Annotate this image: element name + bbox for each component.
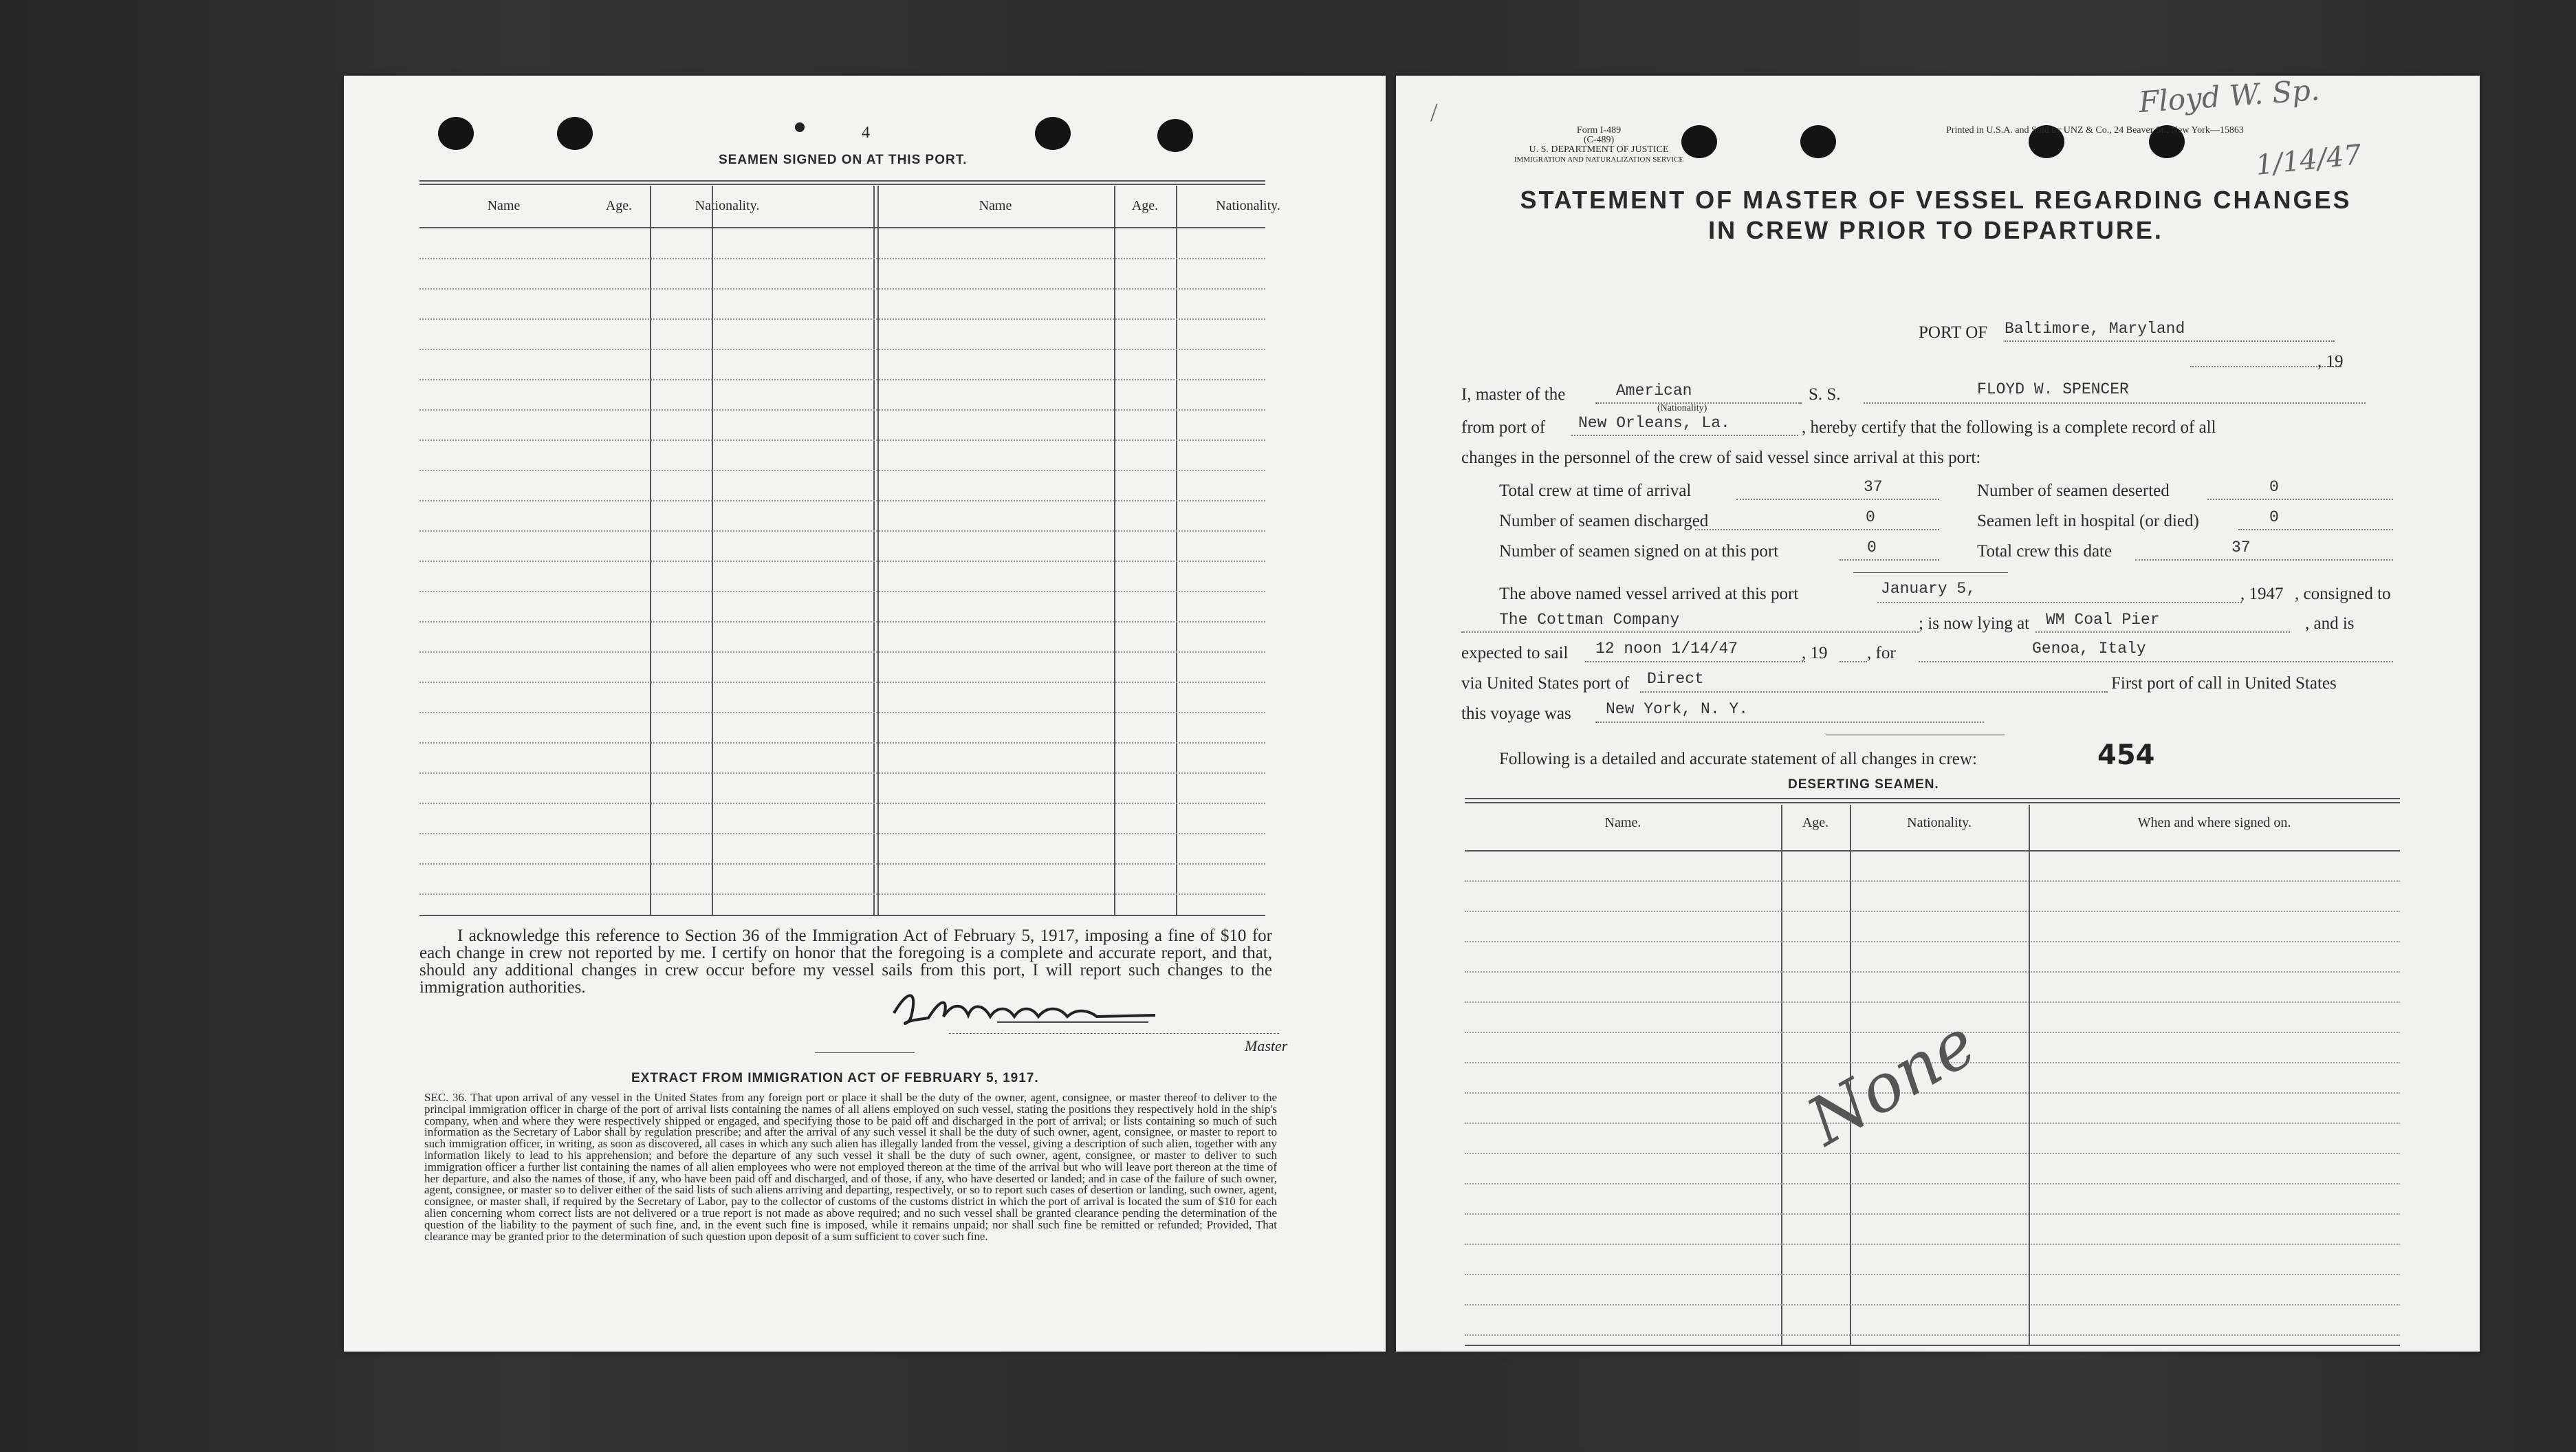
row-rule xyxy=(1465,1304,2400,1305)
row-rule xyxy=(419,682,1265,683)
port-value: Baltimore, Maryland xyxy=(2005,320,2185,338)
row-rule xyxy=(419,349,1265,350)
col-nationality: Nationality. xyxy=(695,198,760,213)
row-rule xyxy=(419,470,1265,471)
row-rule xyxy=(419,742,1265,744)
row-rule xyxy=(1465,1334,2400,1336)
pencil-mark: / xyxy=(1430,98,1438,127)
right-page xyxy=(1396,72,2480,1364)
row-rule xyxy=(1465,1183,2400,1184)
and-is-label: , and is xyxy=(2305,614,2355,633)
extract-title: EXTRACT FROM IMMIGRATION ACT OF FEBRUARY 5, 1917. xyxy=(631,1071,1039,1085)
nationality-value: American xyxy=(1616,382,1692,400)
row-rule xyxy=(1465,1274,2400,1275)
port-label: PORT OF xyxy=(1919,323,1988,342)
from-port-label: from port of xyxy=(1461,418,1546,437)
master-signature xyxy=(887,982,1162,1037)
ship-name: FLOYD W. SPENCER xyxy=(1977,380,2129,398)
row-rule xyxy=(419,409,1265,411)
department: U. S. DEPARTMENT OF JUSTICE xyxy=(1529,144,1669,155)
row-rule xyxy=(419,621,1265,622)
expected-label: expected to sail xyxy=(1461,644,1569,662)
punch-hole xyxy=(438,117,474,150)
col-signed-on: When and where signed on. xyxy=(2137,815,2291,830)
punch-hole xyxy=(557,117,593,150)
following-label: Following is a detailed and accurate statement of all changes in crew: xyxy=(1499,750,1977,768)
year-prefix: , 19 xyxy=(2317,352,2344,371)
row-rule xyxy=(419,379,1265,380)
deserting-title: DESERTING SEAMEN. xyxy=(1788,777,1939,792)
certify-text: , hereby certify that the following is a complete record of all xyxy=(1802,418,2216,437)
sail-19: , 19 xyxy=(1802,644,1828,662)
col-name: Name xyxy=(487,198,521,213)
punch-hole xyxy=(1157,119,1193,152)
ss-label: S. S. xyxy=(1809,385,1841,404)
total-crew-date: 37 xyxy=(2231,539,2251,556)
col-age: Age. xyxy=(605,198,633,213)
footer-code: 16—17587 xyxy=(1472,1354,1512,1364)
deserted-label: Number of seamen deserted xyxy=(1977,481,2170,500)
total-crew-date-label: Total crew this date xyxy=(1977,542,2113,561)
row-rule xyxy=(419,288,1265,290)
col-nationality: Nationality. xyxy=(1907,815,1972,830)
lying-label: ; is now lying at xyxy=(1919,614,2030,633)
col-name: Name. xyxy=(1604,815,1641,830)
row-rule xyxy=(419,651,1265,653)
row-rule xyxy=(1465,941,2400,942)
punch-hole xyxy=(1035,117,1071,150)
consigned-label: , consigned to xyxy=(2295,585,2391,603)
page-number: 4 xyxy=(862,124,870,142)
row-rule xyxy=(1465,1153,2400,1154)
from-port-value: New Orleans, La. xyxy=(1578,414,1730,432)
form-title-line1: STATEMENT OF MASTER OF VESSEL REGARDING CHANGES xyxy=(1520,186,2352,214)
row-rule xyxy=(419,833,1265,834)
form-title-line2: IN CREW PRIOR TO DEPARTURE. xyxy=(1708,216,2163,244)
master-of-label: I, master of the xyxy=(1461,385,1566,404)
changes-text: changes in the personnel of the crew of said vessel since arrival at this port: xyxy=(1461,448,1981,467)
row-rule xyxy=(1465,1244,2400,1245)
total-crew-arrival-label: Total crew at time of arrival xyxy=(1499,481,1692,500)
consignee: The Cottman Company xyxy=(1499,611,1680,629)
row-rule xyxy=(419,863,1265,865)
printer-note: Printed in U.S.A. and Sold by UNZ & Co., 24 Beaver St., New York—15863 xyxy=(1946,125,2244,136)
deserted: 0 xyxy=(2269,478,2279,496)
form-sub: (C-489) xyxy=(1583,135,1615,145)
nationality-caption: (Nationality) xyxy=(1657,403,1707,413)
arrived-label: The above named vessel arrived at this port xyxy=(1499,585,1799,603)
master-label: Master xyxy=(1245,1037,1288,1054)
corner-handwritten-date: 1/14/47 xyxy=(2254,139,2364,182)
row-rule xyxy=(1465,911,2400,912)
first-port-label: First port of call in United States xyxy=(2111,674,2337,693)
lying-value: WM Coal Pier xyxy=(2046,611,2160,629)
row-rule xyxy=(419,258,1265,259)
row-rule xyxy=(419,440,1265,441)
col-nationality-2: Nationality. xyxy=(1216,198,1280,213)
acknowledgement-text: I acknowledge this reference to Section 36 of the Immigration Act of February 5, 1917, imposing a fine of $10 for each change in crew not reported by me. I certify on honor that the foregoing is a complete and accurate report, and that, should any additional changes in crew occur before my vessel sails from this port, I will report such changes to the immigration authorities. xyxy=(419,927,1272,997)
section-title: SEAMEN SIGNED ON AT THIS PORT. xyxy=(719,153,968,167)
row-rule xyxy=(419,893,1265,895)
discharged-label: Number of seamen discharged xyxy=(1499,512,1709,530)
row-rule xyxy=(419,561,1265,562)
service: IMMIGRATION AND NATURALIZATION SERVICE xyxy=(1514,155,1684,164)
form-number: Form I-489 xyxy=(1576,125,1622,136)
crew-change-stamp-number: 454 xyxy=(2097,739,2155,771)
row-rule xyxy=(1465,971,2400,973)
row-rule xyxy=(419,772,1265,774)
this-voyage-value: New York, N. Y. xyxy=(1606,700,1749,718)
via-label: via United States port of xyxy=(1461,674,1630,693)
row-rule xyxy=(419,500,1265,501)
total-crew-arrival: 37 xyxy=(1864,478,1883,496)
row-rule xyxy=(1465,1213,2400,1215)
sail-value: 12 noon 1/14/47 xyxy=(1595,640,1738,658)
extract-text: SEC. 36. That upon arrival of any vessel in the United States from any foreign port or place it shall be the duty of the owner, agent, consignee, or master thereof to deliver to the principal immigration officer in charge of the port of arrival lists containing the names of all aliens employed on such vessel, stating the positions they respectively hold in the ship's company, when and where they were respectively shipped or engaged, and specifying those to be paid off and discharged in the port of arrival; or lists containing so much of such information as the Secretary of Labor shall by regulation prescribe; and after the arrival of any such vessel it shall be the duty of such owner, agent, consignee, or master to report to such immigration officer, in writing, as soon as discovered, all cases in which any such alien has illegally landed from the vessel, giving a description of such alien, together with any information likely to lead to his apprehension; and before the departure of any such vessel it shall be the duty of such owner, agent, consignee, or master to deliver to such immigration officer a further list containing the names of all alien employees who were not employed thereon at the time of the arrival but who will leave port thereon at the time of her departure, and also the names of those, if any, who have been paid off and discharged, and of those, if any, who have deserted or landed; and in case of the failure of such owner, agent, consignee, or master so to deliver either of the said lists of such aliens arriving and departing, respectively, or so to report such cases of desertion or landing, such owner, agent, consignee, or master shall, if required by the Secretary of Labor, pay to the collector of customs of the customs district in which the port of arrival is located the sum of $10 for each alien concerning whom correct lists are not delivered or a true report is not made as above required; and no such vessel shall be granted clearance pending the determination of the question of the liability to the payment of such fine, and, in the event such fine is imposed, while it remains unpaid; nor shall such fine be remitted or refunded; Provided, That clearance may be granted prior to the determination of such question upon deposit of a sum sufficient to cover such fine. xyxy=(424,1091,1277,1243)
left-page xyxy=(344,76,1386,1352)
row-rule xyxy=(419,803,1265,804)
corner-handwritten-note: Floyd W. Sp. xyxy=(2137,72,2321,120)
row-rule xyxy=(419,530,1265,532)
col-name-2: Name xyxy=(979,198,1012,213)
via-value: Direct xyxy=(1647,670,1704,688)
this-voyage-label: this voyage was xyxy=(1461,704,1571,723)
discharged: 0 xyxy=(1866,508,1875,526)
row-rule xyxy=(1465,1001,2400,1003)
row-rule xyxy=(1465,880,2400,882)
ink-dot xyxy=(795,122,805,132)
row-rule xyxy=(419,591,1265,592)
row-rule xyxy=(419,712,1265,713)
hospital-label: Seamen left in hospital (or died) xyxy=(1977,512,2199,530)
punch-hole xyxy=(1800,125,1836,158)
for-label: , for xyxy=(1867,644,1896,662)
signed-on-label: Number of seamen signed on at this port xyxy=(1499,542,1779,561)
hospital: 0 xyxy=(2269,508,2279,526)
arrived-value: January 5, xyxy=(1881,580,1976,598)
row-rule xyxy=(1465,1123,2400,1124)
col-age-2: Age. xyxy=(1131,198,1159,213)
for-value: Genoa, Italy xyxy=(2032,640,2146,658)
signed-on: 0 xyxy=(1867,539,1877,556)
row-rule xyxy=(419,318,1265,320)
arrived-year: , 1947 xyxy=(2240,585,2284,603)
col-age: Age. xyxy=(1802,815,1829,830)
handwritten-none: None xyxy=(1795,1004,1989,1160)
